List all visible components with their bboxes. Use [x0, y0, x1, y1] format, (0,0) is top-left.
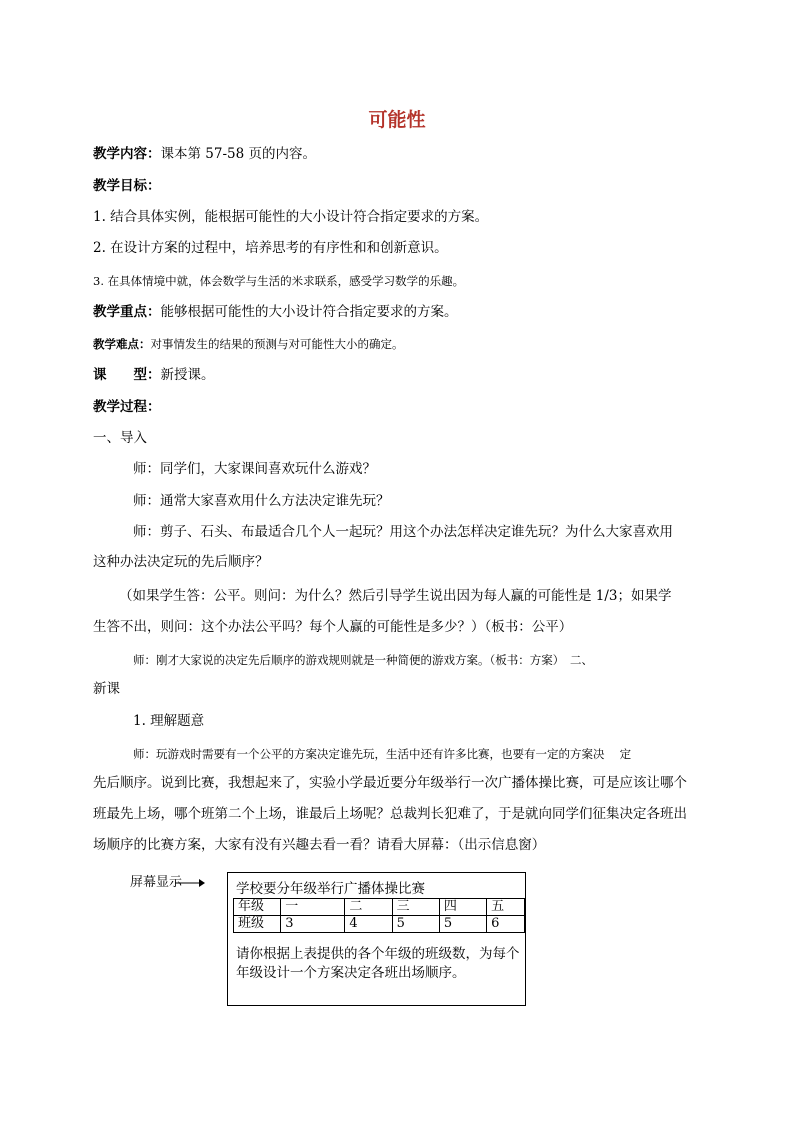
table-cell: 5	[392, 916, 439, 933]
goal-item: 2. 在设计方案的过程中，培养思考的有序性和和创新意识。	[93, 240, 448, 256]
difficulty-label: 教学难点：	[93, 337, 151, 351]
process-heading: 教学过程：	[93, 399, 161, 415]
lesson-type	[93, 366, 215, 384]
info-window-title: 学校要分年级举行广播体操比赛	[236, 881, 425, 897]
key-point-label: 教学重点：	[93, 304, 161, 320]
dialog-line: 师：刚才大家说的决定先后顺序的游戏规则就是一种简便的游戏方案。（板书：方案） 二、	[133, 653, 593, 667]
teaching-content	[93, 145, 316, 163]
document-title: 可能性	[368, 109, 426, 131]
table-row	[234, 916, 525, 933]
info-window	[227, 872, 526, 1006]
paragraph-line: 先后顺序。说到比赛，我想起来了，实验小学最近要分年级举行一次广播体操比赛，可是应该让哪个	[93, 775, 687, 791]
paragraph-line: 师：玩游戏时需要有一个公平的方案决定谁先玩，生活中还有许多比赛，也要有一定的方案决 定	[133, 747, 632, 761]
table-cell: 3	[281, 916, 345, 933]
difficulty-text: 对事情发生的结果的预测与对可能性大小的确定。	[150, 337, 404, 351]
dialog-line: （如果学生答：公平。则问：为什么？然后引导学生说出因为每人赢的可能性是 1/3；如果学	[119, 588, 672, 604]
lesson-type-text: 新授课。	[160, 367, 215, 383]
table-cell: 年级	[234, 899, 281, 916]
table-cell: 五	[487, 899, 525, 916]
dialog-line: 师：剪子、石头、布最适合几个人一起玩？用这个办法怎样决定谁先玩？为什么大家喜欢用	[133, 524, 673, 540]
goal-item: 1. 结合具体实例，能根据可能性的大小设计符合指定要求的方案。	[93, 209, 489, 225]
arrow-right-icon	[175, 878, 205, 888]
subsection-heading: 1. 理解题意	[133, 713, 205, 729]
screen-display-label: 屏幕显示	[130, 875, 183, 890]
info-window-instruction: 请你根据上表提供的各个年级的班级数，为每个年级设计一个方案决定各班出场顺序。	[236, 946, 520, 981]
teaching-goals-heading: 教学目标：	[93, 178, 161, 194]
table-cell: 6	[487, 916, 525, 933]
difficulty	[93, 335, 404, 353]
lesson-type-label: 课 型：	[93, 367, 161, 383]
table-cell: 二	[345, 899, 392, 916]
key-point-text: 能够根据可能性的大小设计符合指定要求的方案。	[160, 304, 458, 320]
key-point	[93, 303, 458, 321]
dialog-line: 生答不出，则问：这个办法公平吗？每个人赢的可能性是多少？）（板书：公平）	[93, 619, 573, 635]
dialog-line: 师：通常大家喜欢用什么方法决定谁先玩？	[133, 493, 390, 509]
class-count-table	[233, 898, 525, 933]
dialog-line: 师：同学们，大家课间喜欢玩什么游戏？	[133, 461, 376, 477]
paragraph-line: 班最先上场，哪个班第二个上场，谁最后上场呢？总裁判长犯难了，于是就向同学们征集决定各班出	[93, 806, 687, 822]
teaching-content-label: 教学内容：	[93, 146, 161, 162]
dialog-line: 新课	[93, 681, 120, 697]
table-cell: 四	[439, 899, 486, 916]
dialog-line: 这种办法决定玩的先后顺序？	[93, 554, 269, 570]
table-cell: 5	[439, 916, 486, 933]
table-row	[234, 899, 525, 916]
table-cell: 三	[392, 899, 439, 916]
goal-item: 3. 在具体情境中就，体会数学与生活的米求联系，感受学习数学的乐趣。	[93, 274, 465, 288]
paragraph-line: 场顺序的比赛方案，大家有没有兴趣去看一看？请看大屏幕：（出示信息窗）	[93, 837, 546, 853]
table-cell: 班级	[234, 916, 281, 933]
table-cell: 一	[281, 899, 345, 916]
table-cell: 4	[345, 916, 392, 933]
teaching-content-text: 课本第 57-58 页的内容。	[160, 146, 317, 162]
section-intro-heading: 一、导入	[93, 430, 147, 446]
